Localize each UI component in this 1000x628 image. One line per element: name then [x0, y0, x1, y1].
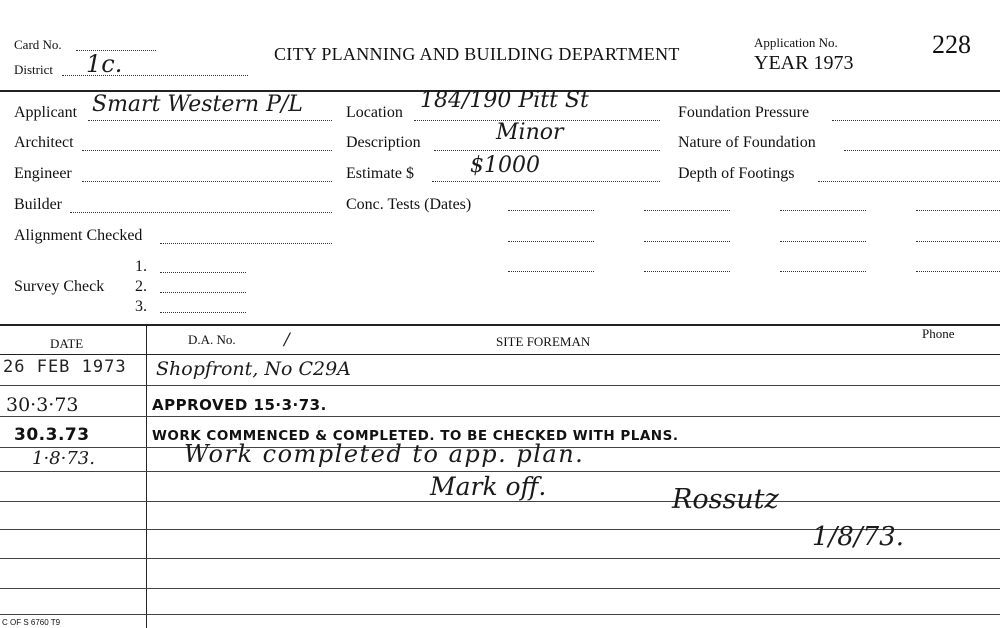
foundation-pressure-line [832, 120, 1000, 121]
estimate-line [432, 181, 660, 182]
nature-foundation-line [844, 150, 1000, 151]
survey-line-3 [160, 312, 246, 313]
sign-off-date: 1/8/73. [812, 522, 904, 552]
survey-check-label: Survey Check [14, 278, 105, 295]
department-title: CITY PLANNING AND BUILDING DEPARTMENT [274, 44, 680, 64]
depth-footings-line [818, 181, 1000, 182]
table-rule [0, 558, 1000, 559]
engineer-label: Engineer [14, 165, 72, 182]
da-no-column-header: D.A. No. [188, 332, 236, 347]
date-column-divider [146, 324, 147, 628]
row-entry: Work completed to app. plan. [184, 440, 585, 468]
table-rule [0, 588, 1000, 589]
row-date: 30.3.73 [14, 425, 90, 445]
district-value: 1c. [86, 50, 123, 78]
location-value: 184/190 Pitt St [420, 88, 589, 113]
conc-date-line [508, 241, 594, 242]
date-column-header: DATE [50, 336, 84, 351]
row-date: 1·8·73. [32, 448, 95, 469]
builder-line [70, 212, 332, 213]
alignment-checked-label: Alignment Checked [14, 227, 143, 244]
table-top-rule [0, 324, 1000, 326]
alignment-line [160, 243, 332, 244]
architect-label: Architect [14, 134, 74, 151]
conc-date-line [916, 241, 1000, 242]
table-rule [0, 614, 1000, 615]
inspector-signature: Rossutz [672, 484, 779, 515]
description-value: Minor [496, 120, 564, 145]
printer-code: C OF S 6760 T9 [2, 618, 61, 627]
conc-date-line [780, 271, 866, 272]
da-no-value: / [284, 330, 290, 350]
nature-foundation-label: Nature of Foundation [678, 134, 816, 151]
row-entry: WORK COMMENCED & COMPLETED. TO BE CHECKED WITH PLANS. [152, 428, 679, 444]
survey-num-3: 3. [135, 298, 147, 315]
site-foreman-column-header: SITE FOREMAN [496, 334, 591, 349]
row-entry: Shopfront, No C29A [156, 358, 351, 380]
conc-date-line [780, 241, 866, 242]
application-no-label: Application No. [754, 35, 838, 50]
table-rule [0, 385, 1000, 386]
builder-label: Builder [14, 196, 62, 213]
phone-column-header: Phone [922, 326, 955, 341]
conc-tests-label: Conc. Tests (Dates) [346, 196, 472, 213]
survey-line-1 [160, 272, 246, 273]
location-label: Location [346, 104, 403, 121]
engineer-line [82, 181, 332, 182]
row-date: 30·3·73 [6, 394, 79, 416]
estimate-label: Estimate $ [346, 165, 414, 182]
description-label: Description [346, 134, 421, 151]
conc-date-line [508, 210, 594, 211]
survey-num-2: 2. [135, 278, 147, 295]
table-rule [0, 501, 1000, 502]
conc-date-line [916, 271, 1000, 272]
district-label: District [14, 62, 53, 77]
depth-footings-label: Depth of Footings [678, 165, 795, 182]
foundation-pressure-label: Foundation Pressure [678, 104, 810, 121]
conc-date-line [780, 210, 866, 211]
applicant-label: Applicant [14, 104, 78, 121]
architect-line [82, 150, 332, 151]
sign-off-note: Mark off. [430, 472, 547, 501]
applicant-line [88, 120, 332, 121]
year-label: YEAR 1973 [754, 52, 854, 74]
conc-date-line [644, 210, 730, 211]
estimate-value: $1000 [470, 153, 540, 178]
card-no-label: Card No. [14, 37, 62, 52]
applicant-value: Smart Western P/L [92, 92, 303, 117]
application-number: 228 [932, 30, 971, 59]
conc-date-line [644, 241, 730, 242]
conc-date-line [916, 210, 1000, 211]
description-line [434, 150, 660, 151]
table-header-rule [0, 354, 1000, 355]
table-rule [0, 416, 1000, 417]
conc-date-line [644, 271, 730, 272]
survey-line-2 [160, 292, 246, 293]
row-entry: APPROVED 15·3·73. [152, 396, 327, 414]
conc-date-line [508, 271, 594, 272]
row-date: 26 FEB 1973 [3, 357, 127, 377]
survey-num-1: 1. [135, 258, 147, 275]
